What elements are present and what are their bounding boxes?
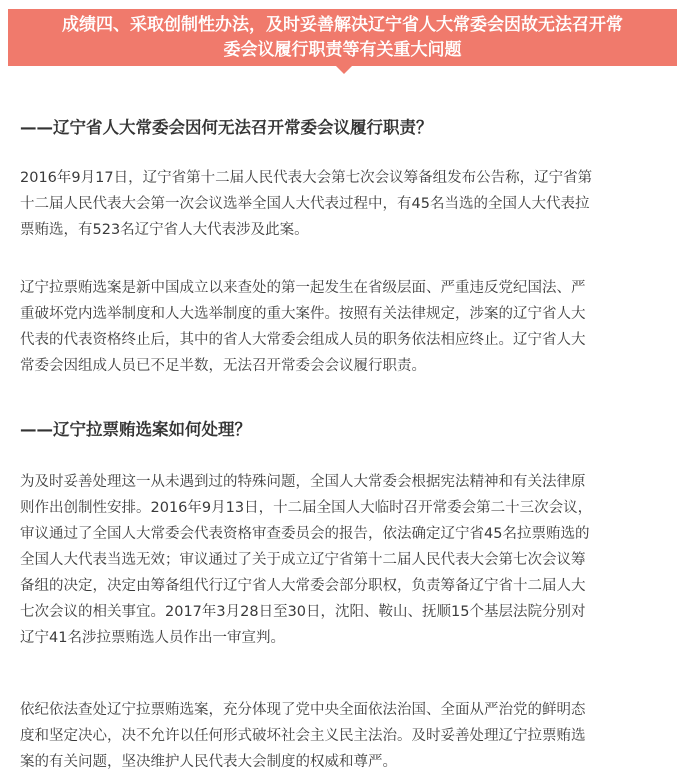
- banner-title-line-1: 成绩四、采取创制性办法，及时妥善解决辽宁省人大常委会因故无法召开常: [62, 15, 623, 35]
- paragraph: [20, 469, 670, 651]
- section-heading: ——辽宁省人大常委会因何无法召开常委会议履行职责？: [20, 118, 433, 137]
- paragraph-line: 2016年9月17日，辽宁省第十二届人民代表大会第七次会议筹备组发布公告称，辽宁省第: [20, 170, 593, 186]
- paragraph-line: 重破坏党内选举制度和人大选举制度的重大案件。按照有关法律规定，涉案的辽宁省人大: [20, 306, 586, 322]
- paragraph-line: 备组的决定，决定由筹备组代行辽宁省人大常委会部分职权，负责筹备辽宁省十二届人大: [20, 578, 586, 594]
- section-heading: ——辽宁拉票贿选案如何处理？: [20, 420, 251, 439]
- section-banner: [8, 9, 677, 66]
- paragraph-line: 七次会议的相关事宜。2017年3月28日至30日，沈阳、鞍山、抚顺15个基层法院分别对: [20, 604, 586, 620]
- paragraph-line: 审议通过了全国人大常委会代表资格审查委员会的报告，依法确定辽宁省45名拉票贿选的: [20, 526, 590, 542]
- paragraph-line: 常委会因组成人员已不足半数，无法召开常委会会议履行职责。: [20, 358, 426, 374]
- paragraph: [20, 275, 670, 379]
- banner-title-line-2: 委会议履行职责等有关重大问题: [223, 40, 462, 60]
- paragraph: [20, 165, 670, 243]
- paragraph-line: 辽宁拉票贿选案是新中国成立以来查处的第一起发生在省级层面、严重违反党纪国法、严: [20, 280, 586, 296]
- paragraph: [20, 697, 670, 775]
- paragraph-line: 则作出创制性安排。2016年9月13日，十二届全国人大临时召开常委会第二十三次会议，: [20, 500, 593, 516]
- paragraph-line: 案的有关问题，坚决维护人民代表大会制度的权威和尊严。: [20, 754, 397, 770]
- banner-arrow-decoration: [336, 66, 352, 74]
- paragraph-line: 度和坚定决心，决不允许以任何形式破坏社会主义民主法治。及时妥善处理辽宁拉票贿选: [20, 728, 586, 744]
- paragraph-line: 辽宁41名涉拉票贿选人员作出一审宣判。: [20, 630, 285, 646]
- paragraph-line: 为及时妥善处理这一从未遇到过的特殊问题，全国人大常委会根据宪法精神和有关法律原: [20, 474, 586, 490]
- paragraph-line: 依纪依法查处辽宁拉票贿选案，充分体现了党中央全面依法治国、全面从严治党的鲜明态: [20, 702, 586, 718]
- paragraph-line: 十二届人民代表大会第一次会议选举全国人大代表过程中，有45名当选的全国人大代表拉: [20, 196, 590, 212]
- paragraph-line: 代表的代表资格终止后，其中的省人大常委会组成人员的职务依法相应终止。辽宁省人大: [20, 332, 586, 348]
- paragraph-line: 全国人大代表当选无效；审议通过了关于成立辽宁省第十二届人民代表大会第七次会议筹: [20, 552, 586, 568]
- paragraph-line: 票贿选，有523名辽宁省人大代表涉及此案。: [20, 222, 309, 238]
